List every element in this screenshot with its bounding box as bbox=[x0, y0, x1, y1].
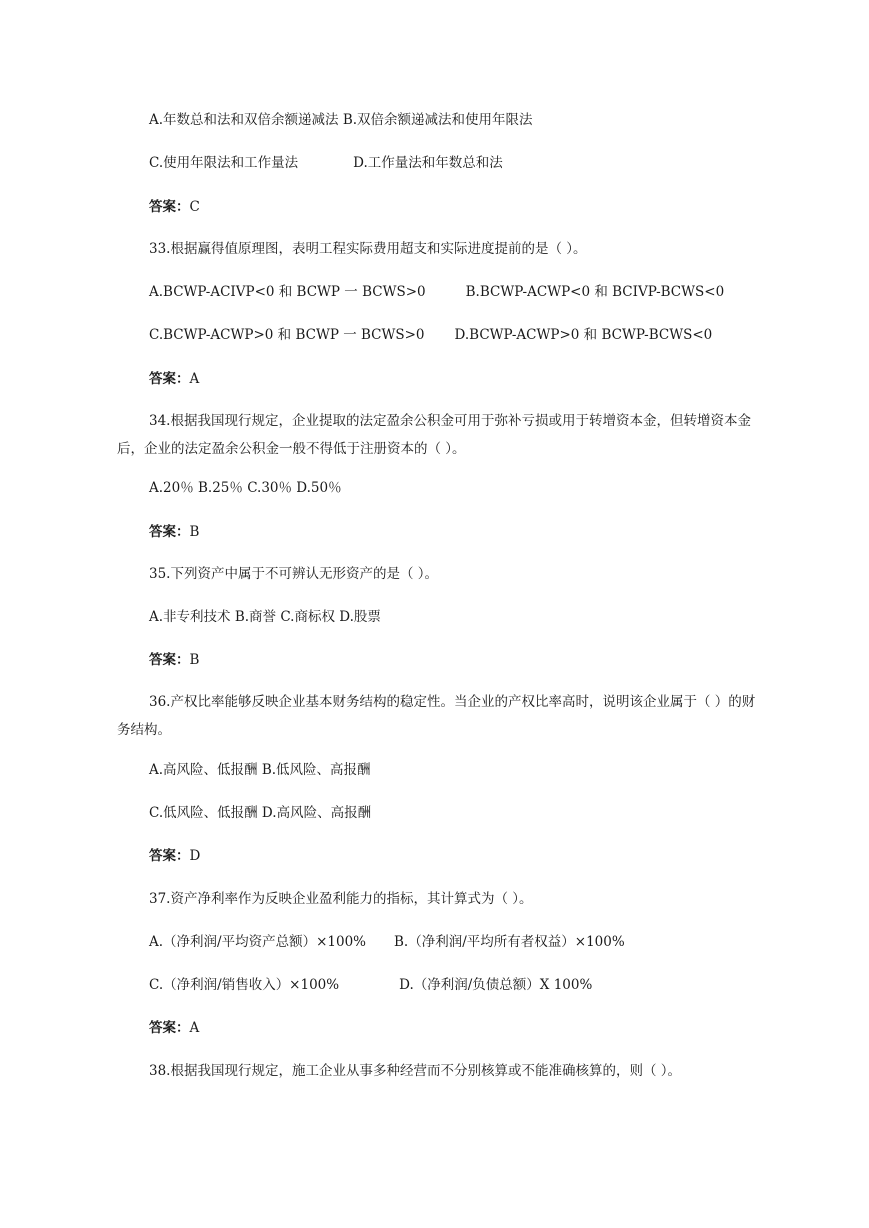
q36-options-cd: C.低风险、低报酬 D.高风险、高报酬 bbox=[149, 805, 372, 821]
q33-options-ab bbox=[149, 283, 724, 301]
q33-option-c: C.BCWP-ACWP>0 和 BCWP 一 BCWS>0 bbox=[149, 327, 425, 343]
answer-label: 答案： bbox=[149, 524, 190, 540]
q37-option-a: A.（净利润/平均资产总额）×100% bbox=[149, 934, 366, 950]
q37-options-cd bbox=[149, 976, 592, 994]
q37-option-b: B.（净利润/平均所有者权益）×100% bbox=[394, 934, 625, 950]
answer-value: B bbox=[189, 652, 200, 668]
q32-answer bbox=[149, 198, 200, 216]
q33-question: 33.根据赢得值原理图，表明工程实际费用超支和实际进度提前的是（ ）。 bbox=[149, 241, 587, 257]
answer-value: A bbox=[189, 371, 200, 387]
q37-question: 37.资产净利率作为反映企业盈利能力的指标，其计算式为（ ）。 bbox=[149, 891, 533, 907]
answer-label: 答案： bbox=[149, 371, 190, 387]
q32-option-d: D.工作量法和年数总和法 bbox=[353, 155, 503, 171]
answer-label: 答案： bbox=[149, 199, 190, 215]
answer-value: A bbox=[189, 1020, 200, 1036]
q32-option-c: C.使用年限法和工作量法 bbox=[149, 155, 299, 171]
q34-options: A.20％ B.25％ C.30％ D.50％ bbox=[149, 480, 342, 496]
q37-options-ab bbox=[149, 933, 625, 951]
answer-label: 答案： bbox=[149, 652, 190, 668]
q33-option-b: B.BCWP-ACWP<0 和 BCIVP-BCWS<0 bbox=[465, 284, 725, 300]
q35-options: A.非专利技术 B.商誉 C.商标权 D.股票 bbox=[149, 609, 381, 625]
q37-option-d: D.（净利润/负债总额）X 100% bbox=[399, 977, 593, 993]
answer-label: 答案： bbox=[149, 848, 190, 864]
q34-question: 34.根据我国现行规定，企业提取的法定盈余公积金可用于弥补亏损或用于转增资本金，但转增资本金后，企业的法定盈余公积金一般不得低于注册资本的（ ）。 bbox=[117, 413, 751, 457]
q34-answer bbox=[149, 523, 199, 541]
q35-answer bbox=[149, 651, 199, 669]
q37-answer bbox=[149, 1019, 199, 1037]
q32-options-cd bbox=[149, 154, 503, 172]
q36-options-ab: A.高风险、低报酬 B.低风险、高报酬 bbox=[149, 762, 371, 778]
answer-value: D bbox=[189, 848, 201, 864]
q38-question: 38.根据我国现行规定，施工企业从事多种经营而不分别核算或不能准确核算的，则（ ）。 bbox=[149, 1063, 682, 1079]
q33-answer bbox=[149, 370, 199, 388]
q33-options-cd bbox=[149, 326, 712, 344]
q33-option-d: D.BCWP-ACWP>0 和 BCWP-BCWS<0 bbox=[454, 327, 713, 343]
answer-value: B bbox=[189, 524, 200, 540]
q32-options-ab bbox=[149, 111, 533, 129]
q36-question: 36.产权比率能够反映企业基本财务结构的稳定性。当企业的产权比率高时，说明该企业属于（ ）的财务结构。 bbox=[117, 694, 756, 738]
q32-option-a: A.年数总和法和双倍余额递减法 bbox=[149, 112, 339, 128]
answer-label: 答案： bbox=[149, 1020, 190, 1036]
q33-option-a: A.BCWP-ACIVP<0 和 BCWP 一 BCWS>0 bbox=[149, 284, 426, 300]
answer-value: C bbox=[189, 199, 200, 215]
q36-answer bbox=[149, 847, 200, 865]
q35-question: 35.下列资产中属于不可辨认无形资产的是（ ）。 bbox=[149, 566, 439, 582]
q32-option-b: B.双倍余额递减法和使用年限法 bbox=[342, 112, 533, 128]
q37-option-c: C.（净利润/销售收入）×100% bbox=[149, 977, 340, 993]
